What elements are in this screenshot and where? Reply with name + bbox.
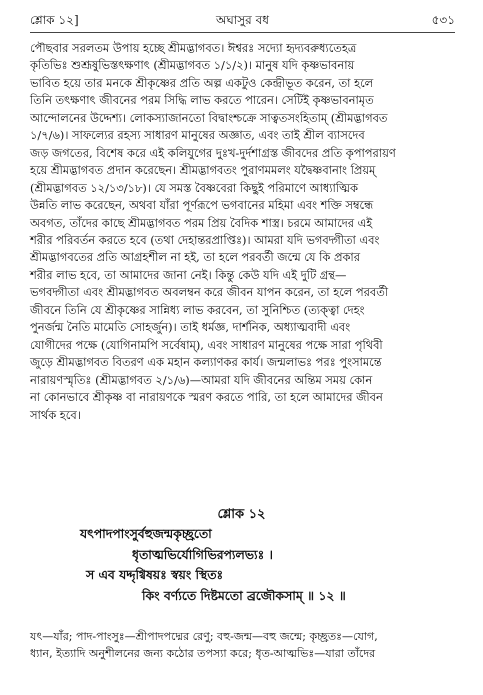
purport-line: তিনি তৎক্ষণাৎ জীবনের পরম সিদ্ধি লাভ করতে পারেন। সেটিই কৃষ্ণভাবনামৃত	[30, 93, 374, 108]
verse-heading: শ্লোক ১২	[217, 507, 266, 522]
header-rule	[30, 32, 455, 33]
purport-line: উন্নতি লাভ করেছেন, অথবা যাঁরা পূর্ণরূপে ভগবানের মহিমা এবং শক্তি সম্বন্ধে	[30, 198, 374, 213]
purport-line: হয়ে শ্রীমদ্ভাগবত প্রদান করেছেন। শ্রীমদ্ভাগবতং পুরাণমমলং যদ্বৈষ্ণবানাং প্রিয়ম্	[30, 163, 376, 178]
purport-line: কৃতিভিঃ শুশ্রূষুভিস্তৎক্ষণাৎ (শ্রীমদ্ভাগবত ১/১/২)। মানুষ যদি কৃষ্ণভাবনায়	[30, 58, 355, 73]
purport-line: ১/৭/৬)। সাফল্যের রহস্য সাধারণ মানুষের অজ্ঞাত, এবং তাই শ্রীল ব্যাসদেব	[30, 128, 365, 143]
verse-line: যৎপাদপাংসুর্বহুজন্মকৃচ্ছ্রতো	[80, 526, 212, 541]
purport-line: শরীর পরিবর্তন করতে হবে (তথা দেহান্তরপ্রাপ্তিঃ)। আমরা যদি ভগবদ্গীতা এবং	[30, 232, 380, 247]
purport-line: নারায়ণস্মৃতিঃ (শ্রীমদ্ভাগবত ২/১/৬)—আমরা যদি জীবনের অন্তিম সময় কোন	[30, 372, 373, 387]
purport-line: আন্দোলনের উদ্দেশ্য। লোকস্যাজানতো বিদ্বাংশ্চক্রে সাত্বতসংহিতাম্ (শ্রীমদ্ভাগবত	[30, 110, 388, 125]
purport-line: সার্থক হবে।	[30, 407, 81, 422]
purport-line: পুনর্জন্ম নৈতি মামেতি সোহর্জুন)। তাই ধর্মজ্ঞ, দার্শনিক, অধ্যাত্মবাদী এবং	[30, 320, 351, 335]
synonyms-line: ধ্যান, ইত্যাদি অনুশীলনের জন্য কঠোর তপস্যা করে; ধৃত-আত্মভিঃ—যারা তাঁদের	[30, 647, 376, 660]
purport-line: জড় জগতের, বিশেষ করে এই কলিযুগের দুঃখ-দুর্দশাগ্রস্ত জীবদের প্রতি কৃপাপরায়ণ	[30, 145, 396, 160]
purport-line: যোগীদের পক্ষে (যোগিনামপি সর্বেষাম্), এবং সাধারণ মানুষের পক্ষে সারা পৃথিবী	[30, 337, 383, 352]
purport-line: জীবনে তিনি যে শ্রীকৃষ্ণের সান্নিধ্য লাভ করবেন, তা সুনিশ্চিত (ত্যক্ত্বা দেহং	[30, 302, 365, 317]
purport-line: ভাবিত হয়ে তার মনকে শ্রীকৃষ্ণের প্রতি অল্প একটুও কেন্দ্রীভূত করেন, তা হলে	[30, 75, 374, 90]
purport-line: শ্রীমদ্ভাগবতের প্রতি আগ্রহশীল না হই, তা হলে পরবর্তী জন্মে যে কি প্রকার	[30, 250, 360, 265]
verse-line: ধৃতাত্মভির্যোগিভিরপ্যলভ্যঃ ।	[132, 546, 273, 562]
page-header	[30, 12, 455, 30]
chapter-title: অঘাসুর বধ	[215, 13, 270, 27]
page-number: ৫৩১	[431, 13, 455, 27]
purport-line: শরীর লাভ হবে, তা আমাদের জানা নেই। কিন্তু কেউ যদি এই দুটি গ্রন্থ—	[30, 267, 347, 282]
purport-line: পৌছবার সরলতম উপায় হচ্ছে শ্রীমদ্ভাগবত। ঈশ্বরঃ সদ্যো হৃদ্যবরুধ্যতেহত্র	[30, 41, 357, 55]
verse-line: স এব যদ্দৃগ্বিষয়ঃ স্বয়ং স্থিতঃ	[86, 567, 224, 582]
purport-line: ভগবদ্গীতা এবং শ্রীমদ্ভাগবত অবলম্বন করে জীবন যাপন করেন, তা হলে পরবর্তী	[30, 285, 389, 300]
purport-text	[30, 40, 455, 424]
verse-line: কিং বর্ণ্যতে দিষ্টমতো ব্রজৌকসাম্ ॥ ১২ ॥	[142, 587, 346, 603]
chapter-verse-ref: শ্লোক ১২]	[30, 13, 79, 27]
synonyms-line: যৎ—যাঁর; পাদ-পাংসুঃ—শ্রীপাদপদ্মের রেণু; বহু-জন্ম—বহু জন্মে; কৃচ্ছ্রতঃ—যোগ,	[30, 630, 378, 643]
purport-line: (শ্রীমদ্ভাগবত ১২/১৩/১৮)। যে সমস্ত বৈষ্ণবেরা কিছুই পরিমাণে আধ্যাত্মিক	[30, 180, 359, 195]
purport-line: না কোনভাবে শ্রীকৃষ্ণ বা নারায়ণকে স্মরণ করতে পারি, তা হলে আমাদের জীবন	[30, 390, 383, 405]
purport-line: অবগত, তাঁদের কাছে শ্রীমদ্ভাগবত পরম প্রিয় বৈদিক শাস্ত্র। চরমে আমাদের এই	[30, 215, 373, 230]
purport-line: জুড়ে শ্রীমদ্ভাগবত বিতরণ এক মহান কল্যাণকর কার্য। জন্মলাভঃ পরঃ পুংসামন্তে	[30, 355, 382, 370]
synonyms-text	[30, 628, 455, 662]
verse-text	[80, 524, 453, 606]
